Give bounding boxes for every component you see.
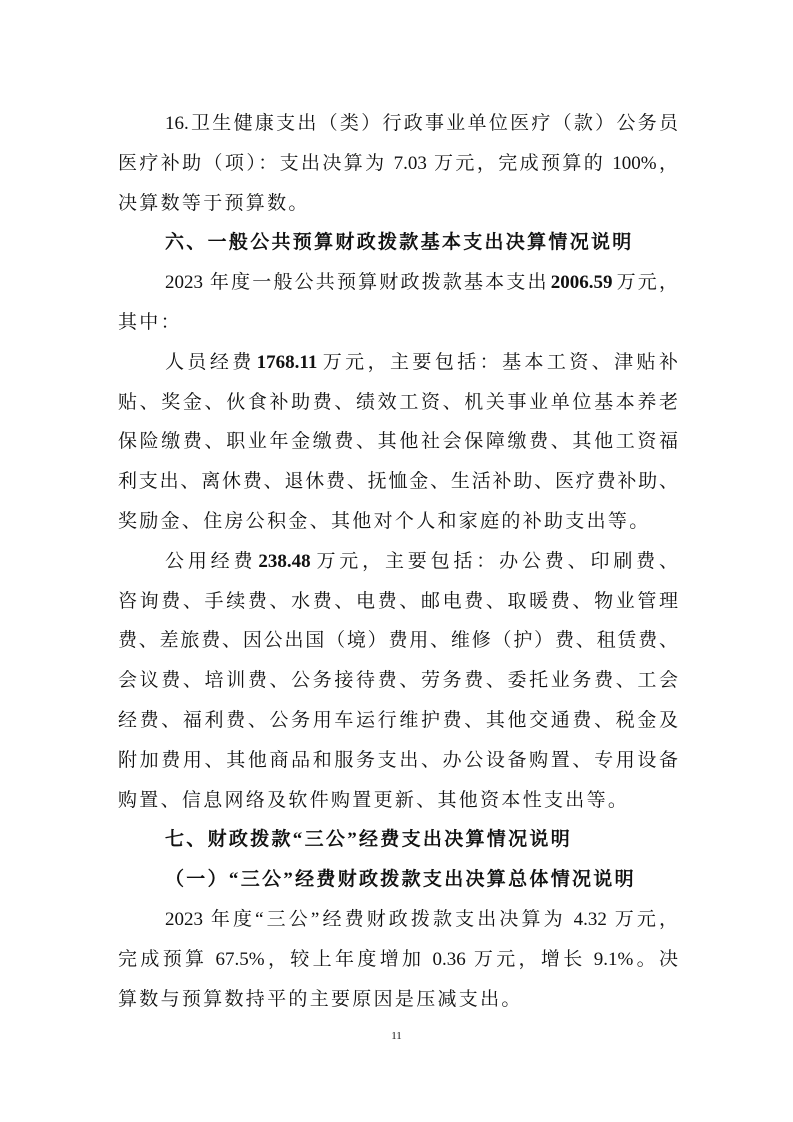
personnel-line-3: 保险缴费、职业年金缴费、其他社会保障缴费、其他工资福 xyxy=(118,431,678,453)
personnel-line-4: 利支出、离休费、退休费、抚恤金、生活补助、医疗费补助、 xyxy=(118,471,678,493)
section7-sub1-line-1: 2023 年度“三公”经费财政拨款支出决算为 4.32 万元， xyxy=(165,908,678,930)
public-label: 公用经费 xyxy=(165,550,257,572)
document-body xyxy=(118,104,678,1019)
section7-sub1-line-2: 完成预算 67.5%，较上年度增加 0.36 万元，增长 9.1%。决 xyxy=(118,948,678,970)
section7-heading: 七、财政拨款“三公”经费支出决算情况说明 xyxy=(165,829,573,851)
public-line-1 xyxy=(118,542,678,582)
page-number: 11 xyxy=(391,1030,402,1042)
personnel-amount: 1768.11 xyxy=(256,351,318,373)
section6-intro-line-1 xyxy=(118,263,678,303)
personnel-label: 人员经费 xyxy=(165,351,255,373)
item16-line-2: 医疗补助（项）：支出决算为 7.03 万元，完成预算的 100%， xyxy=(118,152,678,174)
public-line-4: 会议费、培训费、公务接待费、劳务费、委托业务费、工会 xyxy=(118,670,678,692)
item16-line-1: 16.卫生健康支出（类）行政事业单位医疗（款）公务员 xyxy=(165,113,678,134)
section7-sub1-line-3: 算数与预算数持平的主要原因是压减支出。 xyxy=(118,988,523,1010)
public-line-3: 费、差旅费、因公出国（境）费用、维修（护）费、租赁费、 xyxy=(118,630,678,652)
section6-intro-pre: 2023 年度一般公共预算财政拨款基本支出 xyxy=(165,272,549,294)
section6-heading: 六、一般公共预算财政拨款基本支出决算情况说明 xyxy=(165,232,634,254)
item16-line-3: 决算数等于预算数。 xyxy=(118,192,310,214)
public-amount: 238.48 xyxy=(258,550,311,572)
public-line-6: 附加费用、其他商品和服务支出、办公设备购置、专用设备 xyxy=(118,749,678,771)
section7-sub1-heading: （一）“三公”经费财政拨款支出决算总体情况说明 xyxy=(165,869,636,891)
section6-intro-post: 万元， xyxy=(614,272,678,294)
section6-intro-line-2: 其中： xyxy=(118,311,182,333)
personnel-line-2: 贴、奖金、伙食补助费、绩效工资、机关事业单位基本养老 xyxy=(118,391,678,413)
public-line-2: 咨询费、手续费、水费、电费、邮电费、取暖费、物业管理 xyxy=(118,590,678,612)
personnel-line-5: 奖励金、住房公积金、其他对个人和家庭的补助支出等。 xyxy=(118,510,651,532)
public-line-5: 经费、福利费、公务用车运行维护费、其他交通费、税金及 xyxy=(118,709,678,731)
section6-intro-amount: 2006.59 xyxy=(550,272,613,294)
public-line-7: 购置、信息网络及软件购置更新、其他资本性支出等。 xyxy=(118,789,630,811)
public-line-1-post: 万元，主要包括：办公费、印刷费、 xyxy=(312,550,678,572)
personnel-line-1-post: 万元，主要包括：基本工资、津贴补 xyxy=(319,351,678,373)
personnel-line-1 xyxy=(118,343,678,383)
